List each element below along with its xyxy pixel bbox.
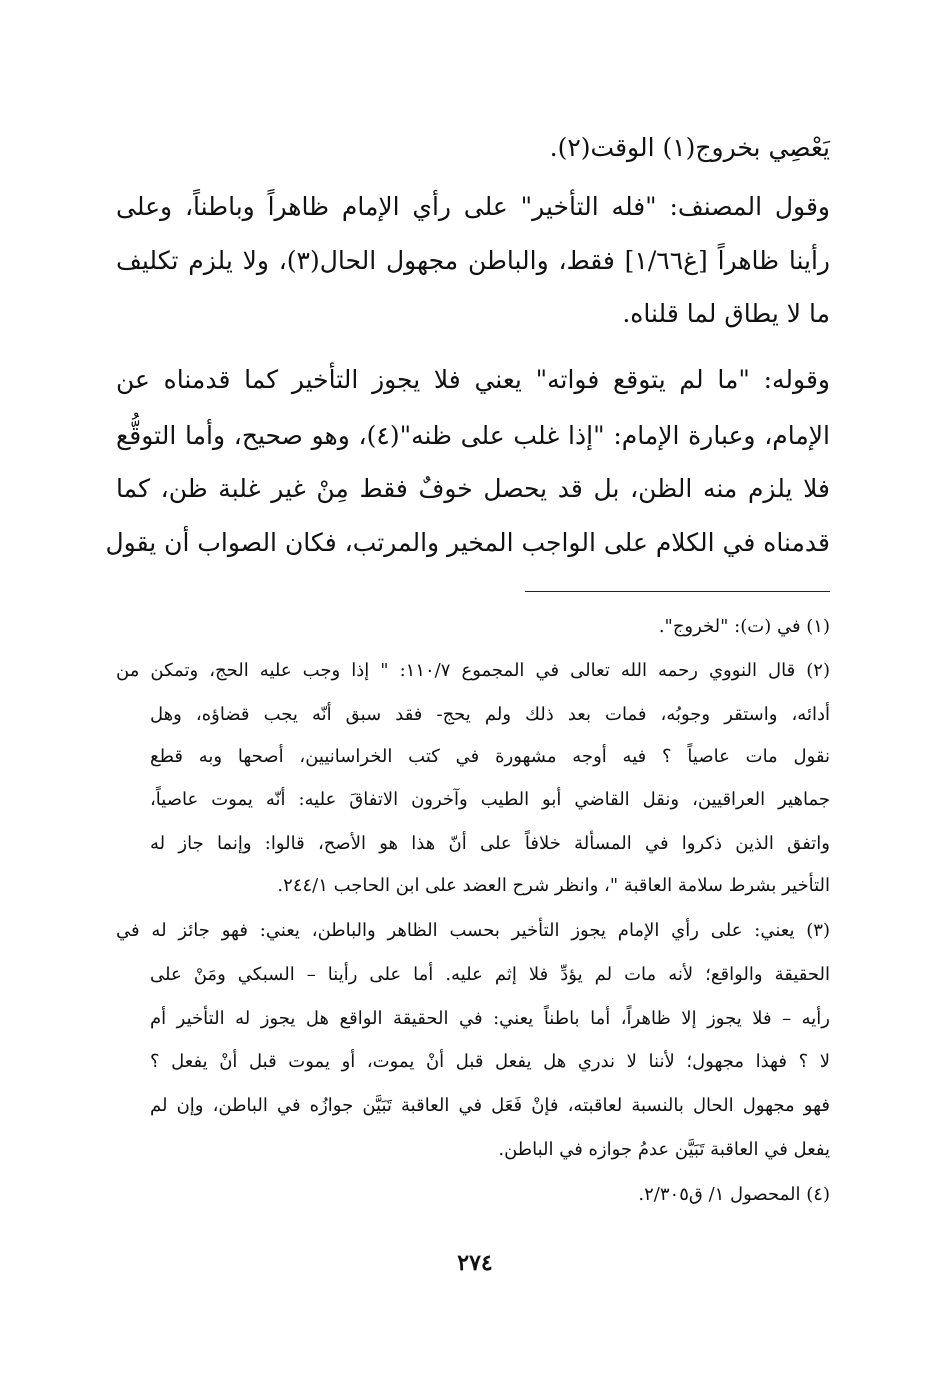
footnote-3-line-4: لا ؟ فهذا مجهول؛ لأننا لا ندري هل يفعل قبل أنْ يموت، أو يموت قبل أنْ يفعل ؟ — [150, 1051, 830, 1072]
footnote-2-line-1: (٢) قال النووي رحمه الله تعالى في المجموع ١١٠/٧: " إذا وجب عليه الحج، وتمكن من — [116, 660, 830, 681]
footnote-3-line-3: رأيه – فلا يجوز إلا ظاهراً، أما باطناً يعني: في الحقيقة الواقع هل يجوز له التأخير أم — [150, 1008, 830, 1029]
footnote-2-line-4: جماهير العراقيين، ونقل القاضي أبو الطيب وآخرون الاتفاقَ عليه: أنّه يموت عاصياً، — [150, 789, 830, 810]
body-line-8: قدمناه في الكلام على الواجب المخير والمرتب، فكان الصواب أن يقول — [105, 528, 830, 557]
footnote-2-line-5: واتفق الذين ذكروا في المسألة خلافاً على أنّ هذا هو الأصح، قالوا: وإنما جاز له — [150, 833, 830, 854]
footnote-3-line-6: يفعل في العاقبة تَبَيَّن عدمُ جوازه في الباطن. — [498, 1139, 830, 1160]
footnote-3-line-1: (٣) يعني: على رأي الإمام يجوز التأخير بحسب الظاهر والباطن، يعني: فهو جائز له في — [116, 920, 830, 941]
footnote-3-line-2: الحقيقة والواقع؛ لأنه مات لم يؤدِّ فلا إثم عليه. أما على رأينا – السبكي ومَنْ على — [150, 964, 830, 985]
body-line-7: فلا يلزم منه الظن، بل قد يحصل خوفٌ فقط مِنْ غير غلبة ظن، كما — [116, 474, 830, 503]
footnote-3-line-5: فهو مجهول الحال بالنسبة لعاقبته، فإنْ فَعَل في العاقبة تَبَيَّن جوازُه في الباطن، وإن لم — [150, 1095, 830, 1116]
footnote-2-line-3: نقول مات عاصياً ؟ فيه أوجه مشهورة في كتب الخراسانيين، أصحها وبه قطع — [150, 746, 830, 767]
body-line-5: وقوله: "ما لم يتوقع فواته" يعني فلا يجوز التأخير كما قدمناه عن — [116, 365, 830, 394]
body-line-6: الإمام، وعبارة الإمام: "إذا غلب على ظنه"(٤)، وهو صحيح، وأما التوقُّع — [116, 421, 830, 450]
body-line-3: رأينا ظاهراً [غ١/٦٦] فقط، والباطن مجهول الحال(٣)، ولا يلزم تكليف — [116, 246, 830, 275]
body-line-2: وقول المصنف: "فله التأخير" على رأي الإمام ظاهراً وباطناً، وعلى — [116, 192, 830, 221]
footnote-4: (٤) المحصول ١/ ق٢/٣٠٥. — [638, 1184, 830, 1205]
body-line-4: ما لا يطاق لما قلناه. — [622, 299, 830, 328]
footnote-1: (١) في (ت): "لخروج". — [658, 616, 830, 637]
footnote-separator — [525, 591, 830, 592]
body-line-1: يَعْصِي بخروج(١) الوقت(٢). — [549, 133, 830, 162]
footnote-2-line-6: التأخير بشرط سلامة العاقبة "، وانظر شرح العضد على ابن الحاجب ٢٤٤/١. — [277, 875, 830, 896]
page-number: ٢٧٤ — [457, 1250, 493, 1276]
footnote-2-line-2: أدائه، واستقر وجوبُه، فمات بعد ذلك ولم يحج- فقد سبق أنّه يجب قضاؤه، وهل — [150, 704, 830, 725]
